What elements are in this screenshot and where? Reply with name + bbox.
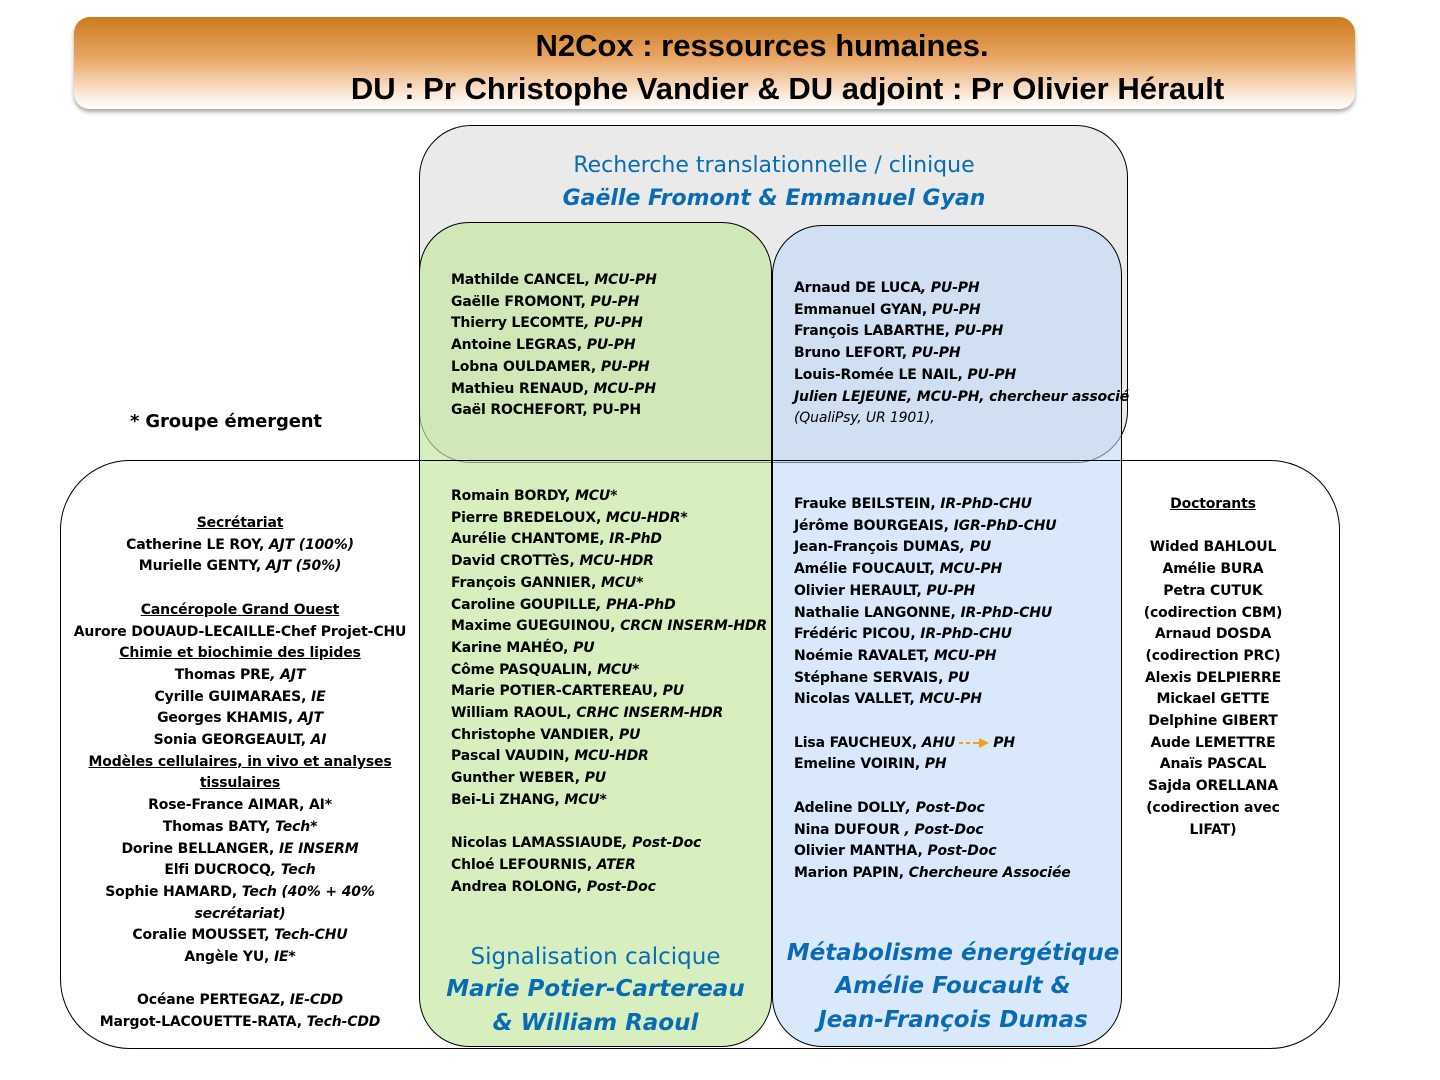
member-row [451, 335, 657, 357]
staff-row [70, 990, 410, 1012]
member-row [794, 365, 1129, 387]
member-name: Nina DUFOUR [794, 821, 900, 838]
member-name: Bruno LEFORT, [794, 345, 912, 362]
member-name: tissulaires [199, 775, 281, 792]
header-banner [74, 17, 1355, 109]
member-role: PU-PH [931, 301, 981, 318]
member-role: PU-PH [926, 582, 976, 599]
signalisation-lead-2: & William Raoul [492, 1010, 699, 1036]
member-row [451, 508, 767, 530]
member-name: Amélie FOUCAULT, [794, 561, 940, 578]
member-row [794, 820, 1071, 842]
member-name: Bei-Li ZHANG, [451, 791, 565, 808]
member-name: Louis-Romée LE NAIL, [794, 366, 968, 383]
member-role: MCU-HDR* [605, 509, 688, 526]
member-role: , Post-Doc [905, 799, 985, 816]
member-row [794, 278, 1129, 300]
divider-line [420, 460, 1120, 461]
recherche-title: Recherche translationnelle / clinique [573, 153, 975, 178]
member-role: , Post-Doc [899, 821, 984, 838]
member-row [451, 313, 657, 335]
doctorant-row: Alexis DELPIERRE [1144, 669, 1282, 686]
member-role: IE-CDD [289, 992, 343, 1009]
member-row [794, 537, 1071, 559]
member-name: François LABARTHE, [794, 323, 955, 340]
member-role: IR-PhD-CHU [960, 604, 1053, 621]
member-row [451, 616, 767, 638]
doctorant-row: Petra CUTUK [1163, 582, 1263, 599]
member-role: IE [311, 688, 326, 705]
member-row [794, 387, 1129, 409]
member-row-transition [794, 733, 1071, 755]
member-name: Frauke BEILSTEIN, [794, 496, 941, 512]
member-name: Stéphane SERVAIS, [794, 669, 948, 686]
member-role: MCU* [600, 574, 644, 591]
doctorant-row [1123, 516, 1303, 538]
member-row [794, 798, 1071, 820]
member-name: Sophie HAMARD, [105, 883, 242, 900]
member-role: Tech-CDD [306, 1014, 381, 1031]
member-row [451, 357, 657, 379]
doctorant-row: Amélie BURA [1162, 561, 1264, 578]
member-row [451, 768, 767, 790]
member-role: MCU* [597, 661, 640, 678]
member-role: , AJT [270, 666, 306, 683]
member-row [451, 790, 767, 812]
member-row [451, 812, 767, 834]
member-name: Arnaud DE LUCA [794, 280, 921, 296]
member-row [794, 300, 1129, 322]
member-row [451, 270, 657, 292]
member-role: PU [619, 726, 641, 743]
member-role: PU-PH [600, 358, 650, 375]
member-row [451, 855, 767, 877]
member-role: Tech* [275, 818, 318, 835]
member-row [794, 668, 1071, 690]
member-name: Karine MAHÉO, [451, 639, 574, 656]
member-name: Coralie MOUSSET, [132, 927, 275, 944]
staff-row [70, 969, 410, 991]
member-role: , Post-Doc [622, 835, 702, 852]
doctorant-row: (codirection PRC) [1145, 647, 1281, 664]
member-name: Modèles cellulaires, in vivo et analyses [88, 753, 392, 770]
staff-row [70, 1012, 410, 1034]
metabolisme-lead-2: Jean-François Dumas [818, 1007, 1088, 1033]
member-role: MCU-PH [933, 647, 997, 664]
staff-row [70, 513, 410, 535]
staff-row [70, 839, 410, 861]
member-role: ATER [596, 856, 636, 873]
member-name: Nathalie LANGONNE, [794, 604, 961, 621]
member-row [451, 529, 767, 551]
member-name: Olivier HERAULT, [794, 582, 927, 599]
staff-row [70, 904, 410, 926]
doctorant-row: Sajda ORELLANA [1147, 778, 1279, 795]
member-name: Thierry LECOMTE [451, 315, 585, 332]
member-name: David CROTTèS, [451, 553, 580, 570]
member-row [451, 292, 657, 314]
doctorant-row: LIFAT) [1189, 821, 1237, 838]
member-row [794, 321, 1129, 343]
staff-row [70, 600, 410, 622]
member-role: MCU* [574, 488, 618, 504]
member-name: Olivier MANTHA, [794, 843, 928, 860]
staff-row [70, 773, 410, 795]
staff-row [70, 947, 410, 969]
member-name: Andrea ROLONG, [451, 878, 587, 895]
member-name: Aurélie CHANTOME, [451, 531, 610, 548]
member-name: Aurore DOUAUD-LECAILLE-Chef Projet-CHU [73, 623, 407, 640]
member-role: PH [993, 734, 1015, 751]
member-role: CRHC INSERM-HDR [576, 705, 724, 722]
member-name: Lisa FAUCHEUX, [794, 734, 922, 751]
member-role: IGR-PhD-CHU [953, 517, 1057, 534]
metabolisme-title: Métabolisme énergétique [786, 940, 1120, 966]
doctorant-row: (codirection CBM) [1143, 604, 1283, 621]
member-role: MCU-PH [939, 561, 1003, 578]
member-name: Mathieu RENAUD, [451, 380, 594, 397]
doctorant-row: Mickael GETTE [1156, 691, 1270, 708]
member-role: CRCN INSERM-HDR [620, 618, 768, 635]
member-role: MCU-PH [593, 380, 656, 397]
member-name: Emmanuel GYAN, [794, 301, 932, 318]
member-name: Cancéropole Grand Ouest [140, 601, 340, 618]
staff-row [70, 752, 410, 774]
member-row [451, 877, 767, 899]
member-name: Lobna OULDAMER, [451, 358, 601, 375]
member-name: Noémie RAVALET, [794, 647, 934, 664]
member-name: Chloé LEFOURNIS, [451, 856, 597, 873]
member-role: Julien LEJEUNE, MCU-PH, chercheur associé [794, 388, 1130, 405]
member-row [794, 863, 1071, 885]
member-name: Secrétariat [196, 515, 284, 531]
member-row [794, 494, 1071, 516]
member-role: PU-PH [586, 337, 636, 354]
member-name: Maxime GUEGUINOU, [451, 618, 621, 635]
member-role: secrétariat) [194, 905, 286, 922]
member-role: AI [310, 732, 327, 749]
doctorant-row: Arnaud DOSDA [1154, 626, 1272, 643]
doctorants-list [1123, 494, 1303, 841]
green-top-list [451, 270, 657, 422]
member-name: Margot-LACOUETTE-RATA, [99, 1014, 307, 1031]
staff-row [70, 687, 410, 709]
member-role: PU-PH [967, 366, 1017, 383]
member-row [794, 559, 1071, 581]
member-name: Jérôme BOURGEAIS, [794, 517, 954, 534]
metabolisme-lead-1: Amélie Foucault & [835, 973, 1071, 999]
member-name: Cyrille GUIMARAES, [154, 688, 312, 705]
member-name: William RAOUL, [451, 705, 577, 722]
member-role: IR-PhD-CHU [920, 626, 1012, 643]
member-role: MCU-PH [594, 272, 657, 288]
member-role: PU [662, 683, 684, 700]
member-name: Marie POTIER-CARTEREAU, [451, 683, 663, 700]
staff-row [70, 643, 410, 665]
member-name: Frédéric PICOU, [794, 626, 921, 643]
member-name: Antoine LEGRAS, [451, 337, 587, 354]
member-row [451, 638, 767, 660]
member-name: Nicolas LAMASSIAUDE [451, 835, 623, 852]
doctorant-row: (codirection avec [1146, 799, 1280, 816]
member-name: Mathilde CANCEL, [451, 272, 595, 288]
member-name: Sonia GEORGEAULT, [153, 732, 311, 749]
staff-row [70, 860, 410, 882]
member-role: IR-PhD [609, 531, 662, 548]
member-row [451, 746, 767, 768]
member-name: Caroline GOUPILLE [451, 596, 597, 613]
member-name: Gaëlle FROMONT, [451, 293, 591, 310]
member-row [451, 486, 767, 508]
doctorants-title: Doctorants [1170, 496, 1256, 512]
member-name: François GANNIER, [451, 574, 601, 591]
signalisation-lead-1: Marie Potier-Cartereau [446, 976, 745, 1002]
emergent-note: * Groupe émergent [130, 411, 322, 432]
member-role: Chercheure Associée [908, 864, 1071, 881]
blue-main-list [794, 494, 1071, 885]
member-row [451, 400, 657, 422]
member-role: Post-Doc [927, 843, 997, 860]
member-role: , Tech [270, 862, 316, 879]
member-row [794, 776, 1071, 798]
member-role: , PU-PH [920, 280, 980, 296]
member-row [451, 703, 767, 725]
member-name: Thomas BATY, [162, 818, 276, 835]
member-name: Romain BORDY, [451, 488, 575, 504]
member-name: Côme PASQUALIN, [451, 661, 598, 678]
member-name: Jean-François DUMAS [794, 539, 960, 556]
left-staff-list [70, 513, 410, 1034]
member-row [794, 624, 1071, 646]
header-title: N2Cox : ressources humaines. [535, 28, 989, 63]
member-row [451, 681, 767, 703]
signalisation-title: Signalisation calcique [470, 944, 721, 970]
member-name: Dorine BELLANGER, [121, 840, 279, 857]
member-role: PU-PH [590, 293, 640, 310]
member-row [794, 603, 1071, 625]
member-row [794, 689, 1071, 711]
member-row [451, 379, 657, 401]
header-subtitle: DU : Pr Christophe Vandier & DU adjoint : Pr Olivier Hérault [350, 71, 1225, 106]
member-row [794, 841, 1071, 863]
member-name: Elfi DUCROCQ [164, 862, 271, 879]
member-role: PU-PH [954, 323, 1004, 340]
member-role: , PU [959, 539, 992, 556]
member-role: IR-PhD-CHU [940, 496, 1032, 512]
member-row [451, 833, 767, 855]
staff-row [70, 665, 410, 687]
member-name: Georges KHAMIS, [157, 710, 298, 727]
member-name: Pascal VAUDIN, [451, 748, 575, 765]
member-role: AJT [297, 710, 323, 727]
member-role: IE* [273, 949, 296, 966]
member-name: Rose-France AIMAR, AI* [148, 797, 332, 814]
member-role: PU [947, 669, 970, 686]
staff-row [70, 556, 410, 578]
member-row [451, 551, 767, 573]
member-row [451, 725, 767, 747]
member-name: Catherine LE ROY, [126, 536, 269, 553]
member-role: Tech (40% + 40% [241, 883, 375, 900]
blue-top-note: (QualiPsy, UR 1901), [794, 410, 935, 426]
staff-row [70, 622, 410, 644]
member-role: AHU [921, 734, 956, 751]
member-role: PU [584, 770, 606, 787]
staff-row [70, 795, 410, 817]
member-role: MCU* [564, 791, 607, 808]
staff-row [70, 708, 410, 730]
member-role: MCU-HDR [579, 553, 654, 570]
member-role: PU-PH [911, 345, 961, 362]
member-role: AJT (100%) [268, 536, 354, 553]
green-main-list [451, 486, 767, 898]
doctorant-row: Wided BAHLOUL [1149, 539, 1277, 556]
recherche-leads: Gaëlle Fromont & Emmanuel Gyan [562, 186, 986, 211]
member-row [794, 646, 1071, 668]
member-name: Pierre BREDELOUX, [451, 509, 606, 526]
member-name: Murielle GENTY, [138, 558, 266, 575]
member-role: Tech-CHU [274, 927, 348, 944]
member-row [451, 660, 767, 682]
member-name: Thomas PRE [174, 666, 271, 683]
member-name: Emeline VOIRIN, [794, 756, 925, 773]
member-name: Gunther WEBER, [451, 770, 585, 787]
member-role: AJT (50%) [265, 558, 342, 575]
member-row [794, 516, 1071, 538]
member-name: Angèle YU, [184, 949, 274, 966]
staff-row [70, 535, 410, 557]
spacer [794, 711, 1071, 733]
staff-row [70, 730, 410, 752]
staff-row [70, 578, 410, 600]
member-name: Marion PAPIN, [794, 864, 909, 881]
doctorant-row: Anaïs PASCAL [1159, 756, 1267, 773]
member-name: Nicolas VALLET, [794, 691, 920, 708]
member-role: MCU-HDR [574, 748, 649, 765]
member-row [451, 573, 767, 595]
member-name: Océane PERTEGAZ, [137, 992, 290, 1009]
member-name: Chimie et biochimie des lipides [119, 645, 361, 662]
doctorant-row: Delphine GIBERT [1148, 713, 1278, 730]
member-role: PU [573, 639, 595, 656]
doctorant-row: Aude LEMETTRE [1150, 734, 1276, 751]
staff-row [70, 817, 410, 839]
member-row [794, 754, 1071, 776]
member-name: Gaël ROCHEFORT, PU-PH [451, 402, 641, 419]
arrow-right-icon [959, 737, 989, 749]
member-name: Christophe VANDIER, [451, 726, 620, 743]
blue-top-list [794, 278, 1129, 408]
member-name: Adeline DOLLY [794, 799, 906, 816]
member-row [794, 343, 1129, 365]
staff-row [70, 925, 410, 947]
member-role: PH [924, 756, 947, 773]
member-role: IE INSERM [278, 840, 359, 857]
member-role: , PHA-PhD [596, 596, 676, 613]
member-role: , PU-PH [584, 315, 643, 332]
member-role: Post-Doc [586, 878, 656, 895]
member-row [451, 595, 767, 617]
member-role: MCU-PH [919, 691, 982, 708]
staff-row [70, 882, 410, 904]
member-row [794, 581, 1071, 603]
